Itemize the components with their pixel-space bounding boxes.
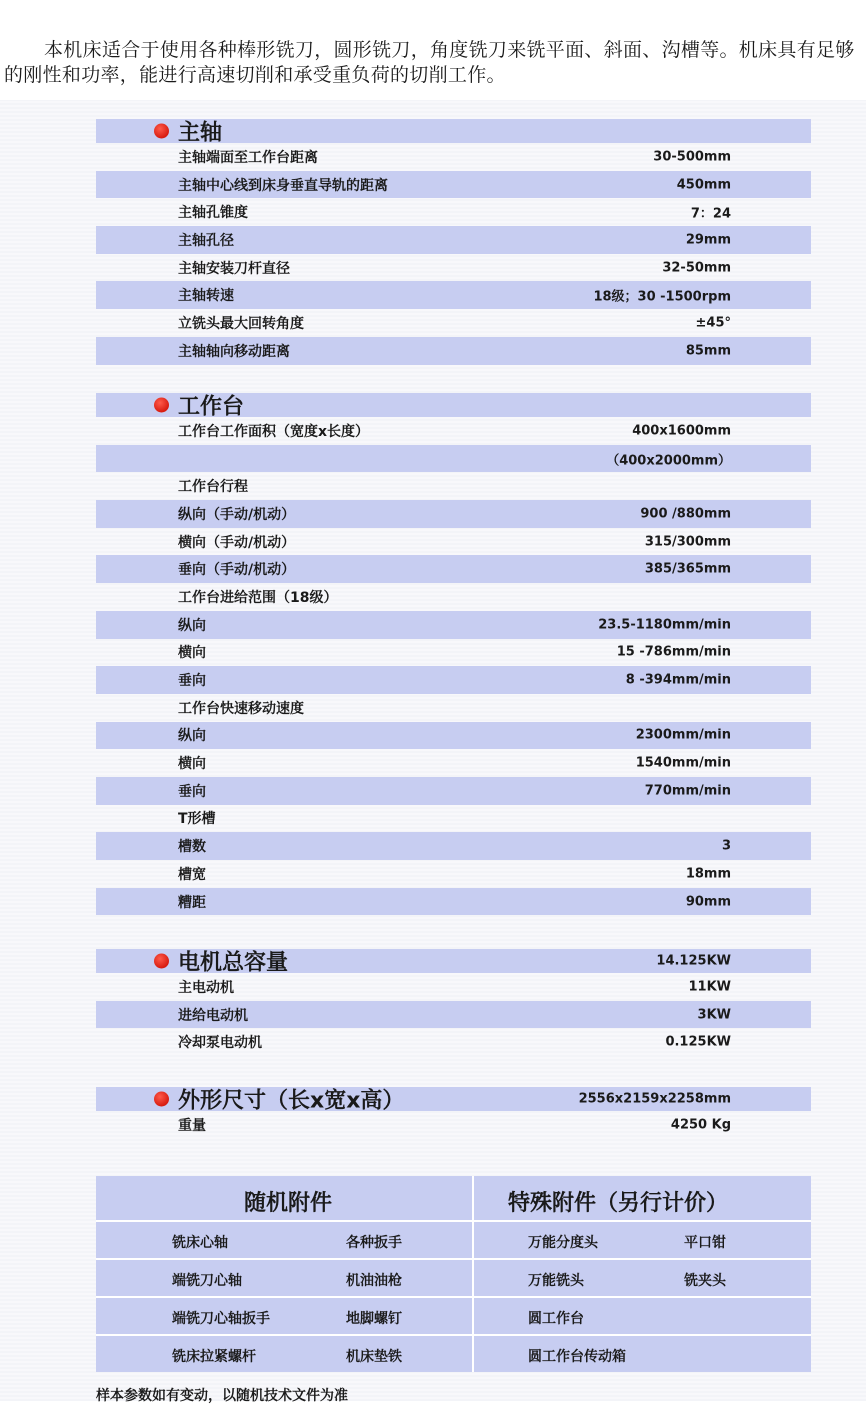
spec-row	[96, 1111, 811, 1139]
accessory-item: 铣夹头	[684, 1273, 726, 1289]
bullet-icon	[154, 398, 169, 413]
footnote: 样本参数如有变动，以随机技术文件为准	[96, 1388, 348, 1404]
spec-value: 0.125KW	[665, 1034, 731, 1050]
spec-value: ±45°	[695, 315, 731, 331]
accessories-table	[96, 1176, 811, 1372]
spec-label: 主轴中心线到床身垂直导轨的距离	[178, 177, 388, 194]
spec-value: 3KW	[697, 1007, 731, 1023]
spec-label: 工作台行程	[178, 479, 248, 496]
spec-value: 30-500mm	[653, 149, 731, 165]
spec-row	[96, 528, 811, 556]
section-header	[96, 949, 811, 976]
spec-label: 重量	[178, 1117, 206, 1134]
spec-label: 横向	[178, 756, 206, 773]
spec-label: T形槽	[178, 811, 216, 828]
spec-value: 400x1600mm	[632, 423, 731, 439]
bullet-icon	[154, 954, 169, 969]
spec-row	[96, 973, 811, 1001]
spec-value: 90mm	[685, 894, 731, 910]
intro-paragraph: 本机床适合于使用各种棒形铣刀，圆形铣刀，角度铣刀来铣平面、斜面、沟槽等。机床具有足够的刚性和功率，能进行高速切削和承受重负荷的切削工作。	[4, 39, 855, 86]
spec-row	[96, 171, 811, 199]
spec-value: 450mm	[676, 177, 731, 193]
spec-value: 4250 Kg	[670, 1117, 731, 1133]
accessory-item: 万能分度头	[528, 1235, 598, 1251]
accessory-item: 万能铣头	[528, 1273, 584, 1289]
accessory-item: 圆工作台传动箱	[528, 1349, 626, 1365]
spec-label: 垂向	[178, 783, 206, 800]
spec-row	[96, 555, 811, 583]
spec-label: 纵向	[178, 728, 206, 745]
spec-value: 18mm	[685, 866, 731, 882]
spec-row	[96, 1001, 811, 1029]
spec-row	[96, 694, 811, 722]
spec-row	[96, 832, 811, 860]
spec-label: 立铣头最大回转角度	[178, 315, 304, 332]
spec-label: 横向（手动/机动）	[178, 534, 296, 551]
accessory-item: 圆工作台	[528, 1311, 584, 1327]
divider	[96, 1296, 811, 1298]
spec-row	[96, 1028, 811, 1056]
accessory-item: 地脚螺钉	[346, 1311, 402, 1327]
spec-value: 15 -786mm/min	[616, 644, 731, 660]
section-header	[96, 1087, 811, 1114]
spec-row	[96, 777, 811, 805]
spec-label: 横向	[178, 645, 206, 662]
spec-label: 纵向（手动/机动）	[178, 506, 296, 523]
spec-label: 垂向	[178, 673, 206, 690]
spec-label: 主轴端面至工作台距离	[178, 149, 318, 166]
spec-label: 槽宽	[178, 866, 206, 883]
spec-value: 8 -394mm/min	[625, 672, 731, 688]
divider	[96, 1220, 811, 1222]
accessory-item: 各种扳手	[346, 1235, 402, 1251]
dimensions-section	[96, 1087, 811, 1139]
spec-label: 工作台快速移动速度	[178, 700, 304, 717]
spec-label: 主轴转速	[178, 288, 234, 305]
spec-row	[96, 445, 811, 473]
spec-value: 385/365mm	[644, 561, 731, 577]
spec-label: 主轴孔径	[178, 232, 234, 249]
spec-label: 主轴安装刀杆直径	[178, 260, 290, 277]
spec-value: （400x2000mm）	[606, 453, 731, 469]
divider	[472, 1176, 474, 1372]
special-accessories-title: 特殊附件（另行计价）	[508, 1191, 729, 1216]
spec-label: 主轴轴向移动距离	[178, 343, 290, 360]
spec-value: 2300mm/min	[635, 727, 731, 743]
spec-row	[96, 805, 811, 833]
divider	[96, 1334, 811, 1336]
section-header	[96, 119, 811, 146]
dimensions-value: 2556x2159x2258mm	[578, 1091, 731, 1107]
spec-label: 垂向（手动/机动）	[178, 562, 296, 579]
accessory-item: 铣床拉紧螺杆	[172, 1349, 256, 1365]
accessory-item: 端铣刀心轴	[172, 1273, 242, 1289]
spec-row	[96, 722, 811, 750]
accessory-item: 机床垫铁	[346, 1349, 402, 1365]
spec-row	[96, 281, 811, 309]
worktable-section	[96, 393, 811, 915]
spec-label: 进给电动机	[178, 1007, 248, 1024]
spec-label: 主电动机	[178, 979, 234, 996]
spec-value: 1540mm/min	[635, 755, 731, 771]
spec-row	[96, 611, 811, 639]
motor-section	[96, 949, 811, 1056]
divider	[96, 1258, 811, 1260]
spec-row	[96, 639, 811, 667]
spec-label: 主轴孔锥度	[178, 205, 248, 222]
standard-accessories-title: 随机附件	[244, 1191, 333, 1216]
spec-value: 23.5-1180mm/min	[598, 617, 731, 633]
spec-value: 770mm/min	[644, 783, 731, 799]
accessory-item: 机油油枪	[346, 1273, 402, 1289]
section-title: 外形尺寸（长x宽x高）	[178, 1088, 405, 1114]
spec-value: 315/300mm	[644, 534, 731, 550]
spec-row	[96, 309, 811, 337]
spec-value: 7：24	[690, 206, 731, 222]
spec-row	[96, 888, 811, 916]
spec-value: 32-50mm	[662, 260, 731, 276]
spec-row	[96, 749, 811, 777]
section-header	[96, 393, 811, 420]
spec-row	[96, 417, 811, 445]
bullet-icon	[154, 1092, 169, 1107]
spec-row	[96, 198, 811, 226]
spec-row	[96, 254, 811, 282]
spec-value: 3	[721, 838, 731, 854]
accessory-item: 端铣刀心轴扳手	[172, 1311, 270, 1327]
spec-label: 糟距	[178, 894, 206, 911]
spec-row	[96, 472, 811, 500]
section-title: 电机总容量	[178, 950, 289, 976]
spindle-section	[96, 119, 811, 365]
spec-label: 纵向	[178, 617, 206, 634]
spec-row	[96, 143, 811, 171]
spec-row	[96, 500, 811, 528]
spec-value: 18级；30 -1500rpm	[593, 289, 731, 305]
spec-row	[96, 226, 811, 254]
spec-label: 工作台进给范围（18级）	[178, 589, 338, 606]
spec-value: 900 /880mm	[640, 506, 731, 522]
spec-label: 工作台工作面积（宽度x长度）	[178, 423, 370, 440]
accessory-item: 铣床心轴	[172, 1235, 228, 1251]
section-title: 主轴	[178, 120, 223, 146]
spec-row	[96, 583, 811, 611]
spec-value: 85mm	[685, 343, 731, 359]
spec-value: 29mm	[685, 232, 731, 248]
spec-row	[96, 666, 811, 694]
section-title: 工作台	[178, 394, 245, 420]
bullet-icon	[154, 124, 169, 139]
spec-value: 11KW	[688, 979, 731, 995]
spec-label: 槽数	[178, 839, 206, 856]
spec-row	[96, 337, 811, 365]
spec-row	[96, 860, 811, 888]
spec-label: 冷却泵电动机	[178, 1035, 262, 1052]
accessory-item: 平口钳	[684, 1235, 726, 1251]
motor-total: 14.125KW	[656, 953, 731, 969]
